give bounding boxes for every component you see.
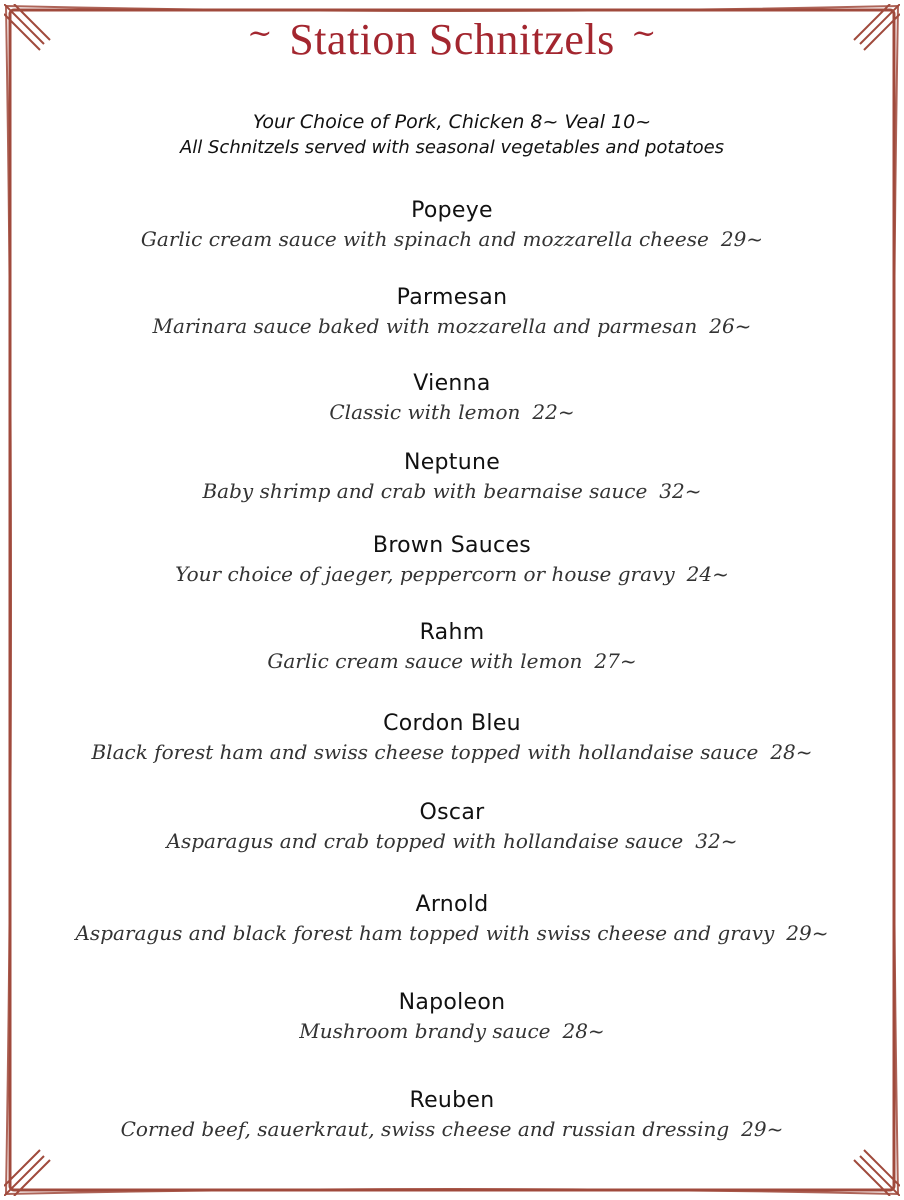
- menu-item-description: Garlic cream sauce with lemon: [267, 649, 583, 673]
- menu-header: [0, 14, 904, 65]
- menu-item-description-line: [0, 227, 904, 251]
- menu-item-name: Cordon Bleu: [383, 711, 521, 736]
- menu-item-price: 28~: [770, 740, 813, 764]
- menu-item-price: 27~: [594, 649, 637, 673]
- menu-title: Station Schnitzels: [289, 15, 615, 64]
- menu-item-description-line: [0, 1019, 904, 1043]
- menu-item-name: Brown Sauces: [372, 533, 532, 558]
- menu-item-name: Parmesan: [396, 285, 508, 310]
- intro-choice-line: Your Choice of Pork, Chicken 8~ Veal 10~: [252, 111, 652, 133]
- menu-item-description-line: [0, 400, 904, 424]
- menu-item-price: 29~: [720, 227, 764, 251]
- menu-item-price: 26~: [709, 314, 752, 338]
- menu-item-description-line: [0, 740, 904, 764]
- menu-item-price: 29~: [741, 1117, 784, 1141]
- menu-item-description: Black forest ham and swiss cheese topped with hollandaise sauce: [91, 740, 759, 764]
- menu-item-price: 29~: [786, 921, 829, 945]
- menu-item-price: 32~: [695, 829, 738, 853]
- menu-item-description: Corned beef, sauerkraut, swiss cheese and russian dressing: [120, 1117, 730, 1141]
- menu-item-description: Your choice of jaeger, peppercorn or house gravy: [175, 562, 675, 586]
- menu-item-description-line: [0, 921, 904, 945]
- menu-item-description-line: [0, 562, 904, 586]
- menu-item-name: Rahm: [419, 620, 485, 645]
- menu-item-description: Mushroom brandy sauce: [299, 1019, 551, 1043]
- menu-item-name: Vienna: [413, 371, 491, 396]
- menu-item-price: 24~: [686, 562, 729, 586]
- menu-item-description-line: [0, 829, 904, 853]
- menu-item-description-line: [0, 314, 904, 338]
- menu-item-name: Popeye: [411, 198, 493, 223]
- menu-title-container: [247, 14, 657, 65]
- menu-item-description-line: [0, 1117, 904, 1141]
- intro-serving-line: All Schnitzels served with seasonal vegetables and potatoes: [179, 137, 725, 158]
- menu-item-price: 32~: [659, 479, 702, 503]
- menu-item-description-line: [0, 479, 904, 503]
- menu-item-description: Classic with lemon: [329, 400, 521, 424]
- menu-item-description: Baby shrimp and crab with bearnaise sauce: [202, 479, 648, 503]
- menu-item-description: Asparagus and crab topped with hollandaise sauce: [166, 829, 684, 853]
- rope-border-graphic: [4, 4, 900, 1196]
- menu-item-description: Asparagus and black forest ham topped with swiss cheese and gravy: [75, 921, 775, 945]
- decorative-border: [4, 4, 900, 1196]
- menu-item-name: Neptune: [403, 450, 501, 475]
- menu-item-description-line: [0, 649, 904, 673]
- menu-item-name: Reuben: [409, 1088, 495, 1113]
- menu-item-name: Arnold: [415, 892, 489, 917]
- menu-item-description: Marinara sauce baked with mozzarella and parmesan: [152, 314, 698, 338]
- menu-item-price: 22~: [532, 400, 575, 424]
- menu-item-price: 28~: [562, 1019, 605, 1043]
- title-swirl-right: ~: [631, 16, 657, 51]
- title-swirl-left: ~: [247, 16, 273, 51]
- menu-item-name: Napoleon: [398, 990, 506, 1015]
- menu-item-description: Garlic cream sauce with spinach and mozzarella cheese: [140, 227, 709, 251]
- menu-item-name: Oscar: [419, 800, 485, 825]
